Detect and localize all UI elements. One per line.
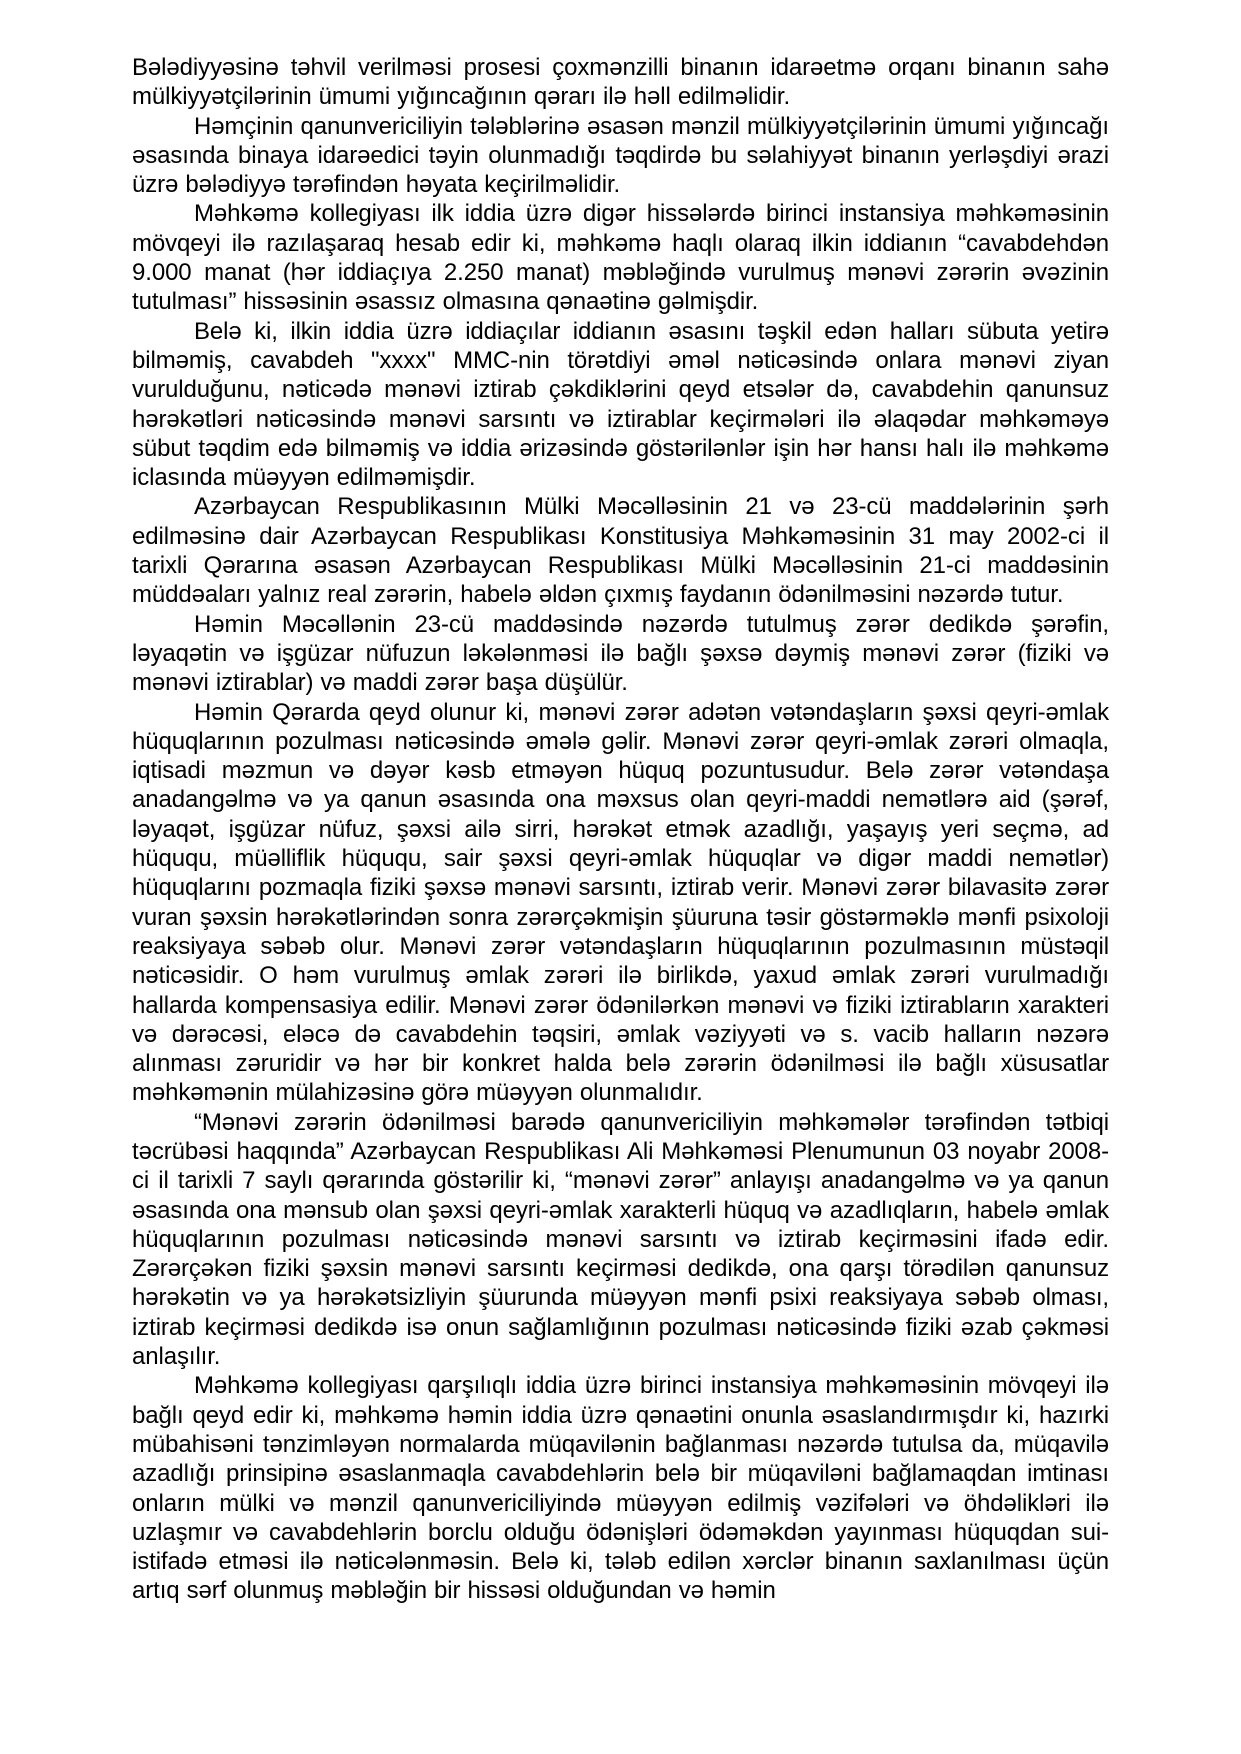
document-text-block (132, 53, 1109, 1606)
paragraph-4: Belə ki, ilkin iddia üzrə iddiaçılar iddianın əsasını təşkil edən halları sübuta yetirə bilməmiş, cavabdeh "xxxx" MMC-nin törətdiyi əməl nəticəsində onlara mənəvi ziyan vurulduğunu, nəticədə mənəvi iztirab çəkdiklərini qeyd etsələr də, cavabdehin qanunsuz hərəkətləri nəticəsində mənəvi sarsıntı və iztirablar keçirmələri ilə əlaqədar məhkəməyə sübut təqdim edə bilməmiş və iddia ərizəsində göstərilənlər işin hər hansı halı ilə məhkəmə iclasında müəyyən edilməmişdir. (132, 317, 1109, 492)
paragraph-7: Həmin Qərarda qeyd olunur ki, mənəvi zərər adətən vətəndaşların şəxsi qeyri-əmlak hüquqlarının pozulması nəticəsində əmələ gəlir. Mənəvi zərər qeyri-əmlak zərəri olmaqla, iqtisadi məzmun və dəyər kəsb etməyən hüquq pozuntusudur. Belə zərər vətəndaşa anadangəlmə və ya qanun əsasında ona məxsus olan qeyri-maddi nemətlərə aid (şərəf, ləyaqət, işgüzar nüfuz, şəxsi ailə sirri, hərəkət etmək azadlığı, yaşayış yeri seçmə, ad hüququ, müəlliflik hüququ, sair şəxsi qeyri-əmlak hüquqlar və digər maddi nemətlər) hüquqlarını pozmaqla fiziki şəxsə mənəvi sarsıntı, iztirab verir. Mənəvi zərər bilavasitə zərər vuran şəxsin hərəkətlərindən sonra zərərçəkmişin şüuruna təsir göstərməklə mənfi psixoloji reaksiyaya səbəb olur. Mənəvi zərər vətəndaşların hüquqlarının pozulmasının müstəqil nəticəsidir. O həm vurulmuş əmlak zərəri ilə birlikdə, yaxud əmlak zərəri vurulmadığı hallarda kompensasiya edilir. Mənəvi zərər ödənilərkən mənəvi və fiziki iztirabların xarakteri və dərəcəsi, eləcə də cavabdehin təqsiri, əmlak vəziyyəti və s. vacib halların nəzərə alınması zəruridir və hər bir konkret halda belə zərərin ödənilməsi ilə bağlı xüsusatlar məhkəmənin mülahizəsinə görə müəyyən olunmalıdır. (132, 698, 1109, 1107)
paragraph-1: Bələdiyyəsinə təhvil verilməsi prosesi çoxmənzilli binanın idarəetmə orqanı binanın sahə mülkiyyətçilərinin ümumi yığıncağının qərarı ilə həll edilməlidir. (132, 54, 1109, 111)
paragraph-8: “Mənəvi zərərin ödənilməsi barədə qanunvericiliyin məhkəmələr tərəfindən tətbiqi təcrübəsi haqqında” Azərbaycan Respublikası Ali Məhkəməsi Plenumunun 03 noyabr 2008-ci il tarixli 7 saylı qərarında göstərilir ki, “mənəvi zərər” anlayışı anadangəlmə və ya qanun əsasında ona mənsub olan şəxsi qeyri-əmlak xarakterli hüquq və azadlıqların, habelə əmlak hüquqlarının pozulması nəticəsində mənəvi sarsıntı və iztirab keçirməsini ifadə edir. Zərərçəkən fiziki şəxsin mənəvi sarsıntı keçirməsi dedikdə, ona qarşı törədilən qanunsuz hərəkətin və ya hərəkətsizliyin şüurunda müəyyən mənfi psixi reaksiyaya səbəb olması, iztirab keçirməsi dedikdə isə onun sağlamlığının pozulması nəticəsində fiziki əzab çəkməsi anlaşılır. (132, 1108, 1109, 1371)
paragraph-9: Məhkəmə kollegiyası qarşılıqlı iddia üzrə birinci instansiya məhkəməsinin mövqeyi ilə bağlı qeyd edir ki, məhkəmə həmin iddia üzrə qənaətini onunla əsaslandırmışdır ki, hazırki mübahisəni tənzimləyən normalarda müqavilənin bağlanması nəzərdə tutulsa da, müqavilə azadlığı prinsipinə əsaslanmaqla cavabdehlərin belə bir müqaviləni bağlamaqdan imtinası onların mülki və mənzil qanunvericiliyində müəyyən edilmiş vəzifələri və öhdəlikləri ilə uzlaşmır və cavabdehlərin borclu olduğu ödənişləri ödəməkdən yayınması hüquqdan sui-istifadə etməsi ilə nəticələnməsin. Belə ki, tələb edilən xərclər binanın saxlanılması üçün artıq sərf olunmuş məbləğin bir hissəsi olduğundan və həmin (132, 1372, 1109, 1605)
paragraph-2: Həmçinin qanunvericiliyin tələblərinə əsasən mənzil mülkiyyətçilərinin ümumi yığıncağı əsasında binaya idarəedici təyin olunmadığı təqdirdə bu səlahiyyət binanın yerləşdiyi ərazi üzrə bələdiyyə tərəfindən həyata keçirilməlidir. (132, 112, 1109, 199)
paragraph-6: Həmin Məcəllənin 23-cü maddəsində nəzərdə tutulmuş zərər dedikdə şərəfin, ləyaqətin və işgüzar nüfuzun ləkələnməsi ilə bağlı şəxsə dəymiş mənəvi zərər (fiziki və mənəvi iztirablar) və maddi zərər başa düşülür. (132, 610, 1109, 697)
paragraph-5: Azərbaycan Respublikasının Mülki Məcəlləsinin 21 və 23-cü maddələrinin şərh edilməsinə dair Azərbaycan Respublikası Konstitusiya Məhkəməsinin 31 may 2002-ci il tarixli Qərarına əsasən Azərbaycan Respublikası Mülki Məcəlləsinin 21-ci maddəsinin müddəaları yalnız real zərərin, habelə əldən çıxmış faydanın ödənilməsini nəzərdə tutur. (132, 493, 1109, 609)
paragraph-3: Məhkəmə kollegiyası ilk iddia üzrə digər hissələrdə birinci instansiya məhkəməsinin mövqeyi ilə razılaşaraq hesab edir ki, məhkəmə haqlı olaraq ilkin iddianın “cavabdehdən 9.000 manat (hər iddiaçıya 2.250 manat) məbləğində vurulmuş mənəvi zərərin əvəzinin tutulması” hissəsinin əsassız olmasına qənaətinə gəlmişdir. (132, 200, 1109, 316)
